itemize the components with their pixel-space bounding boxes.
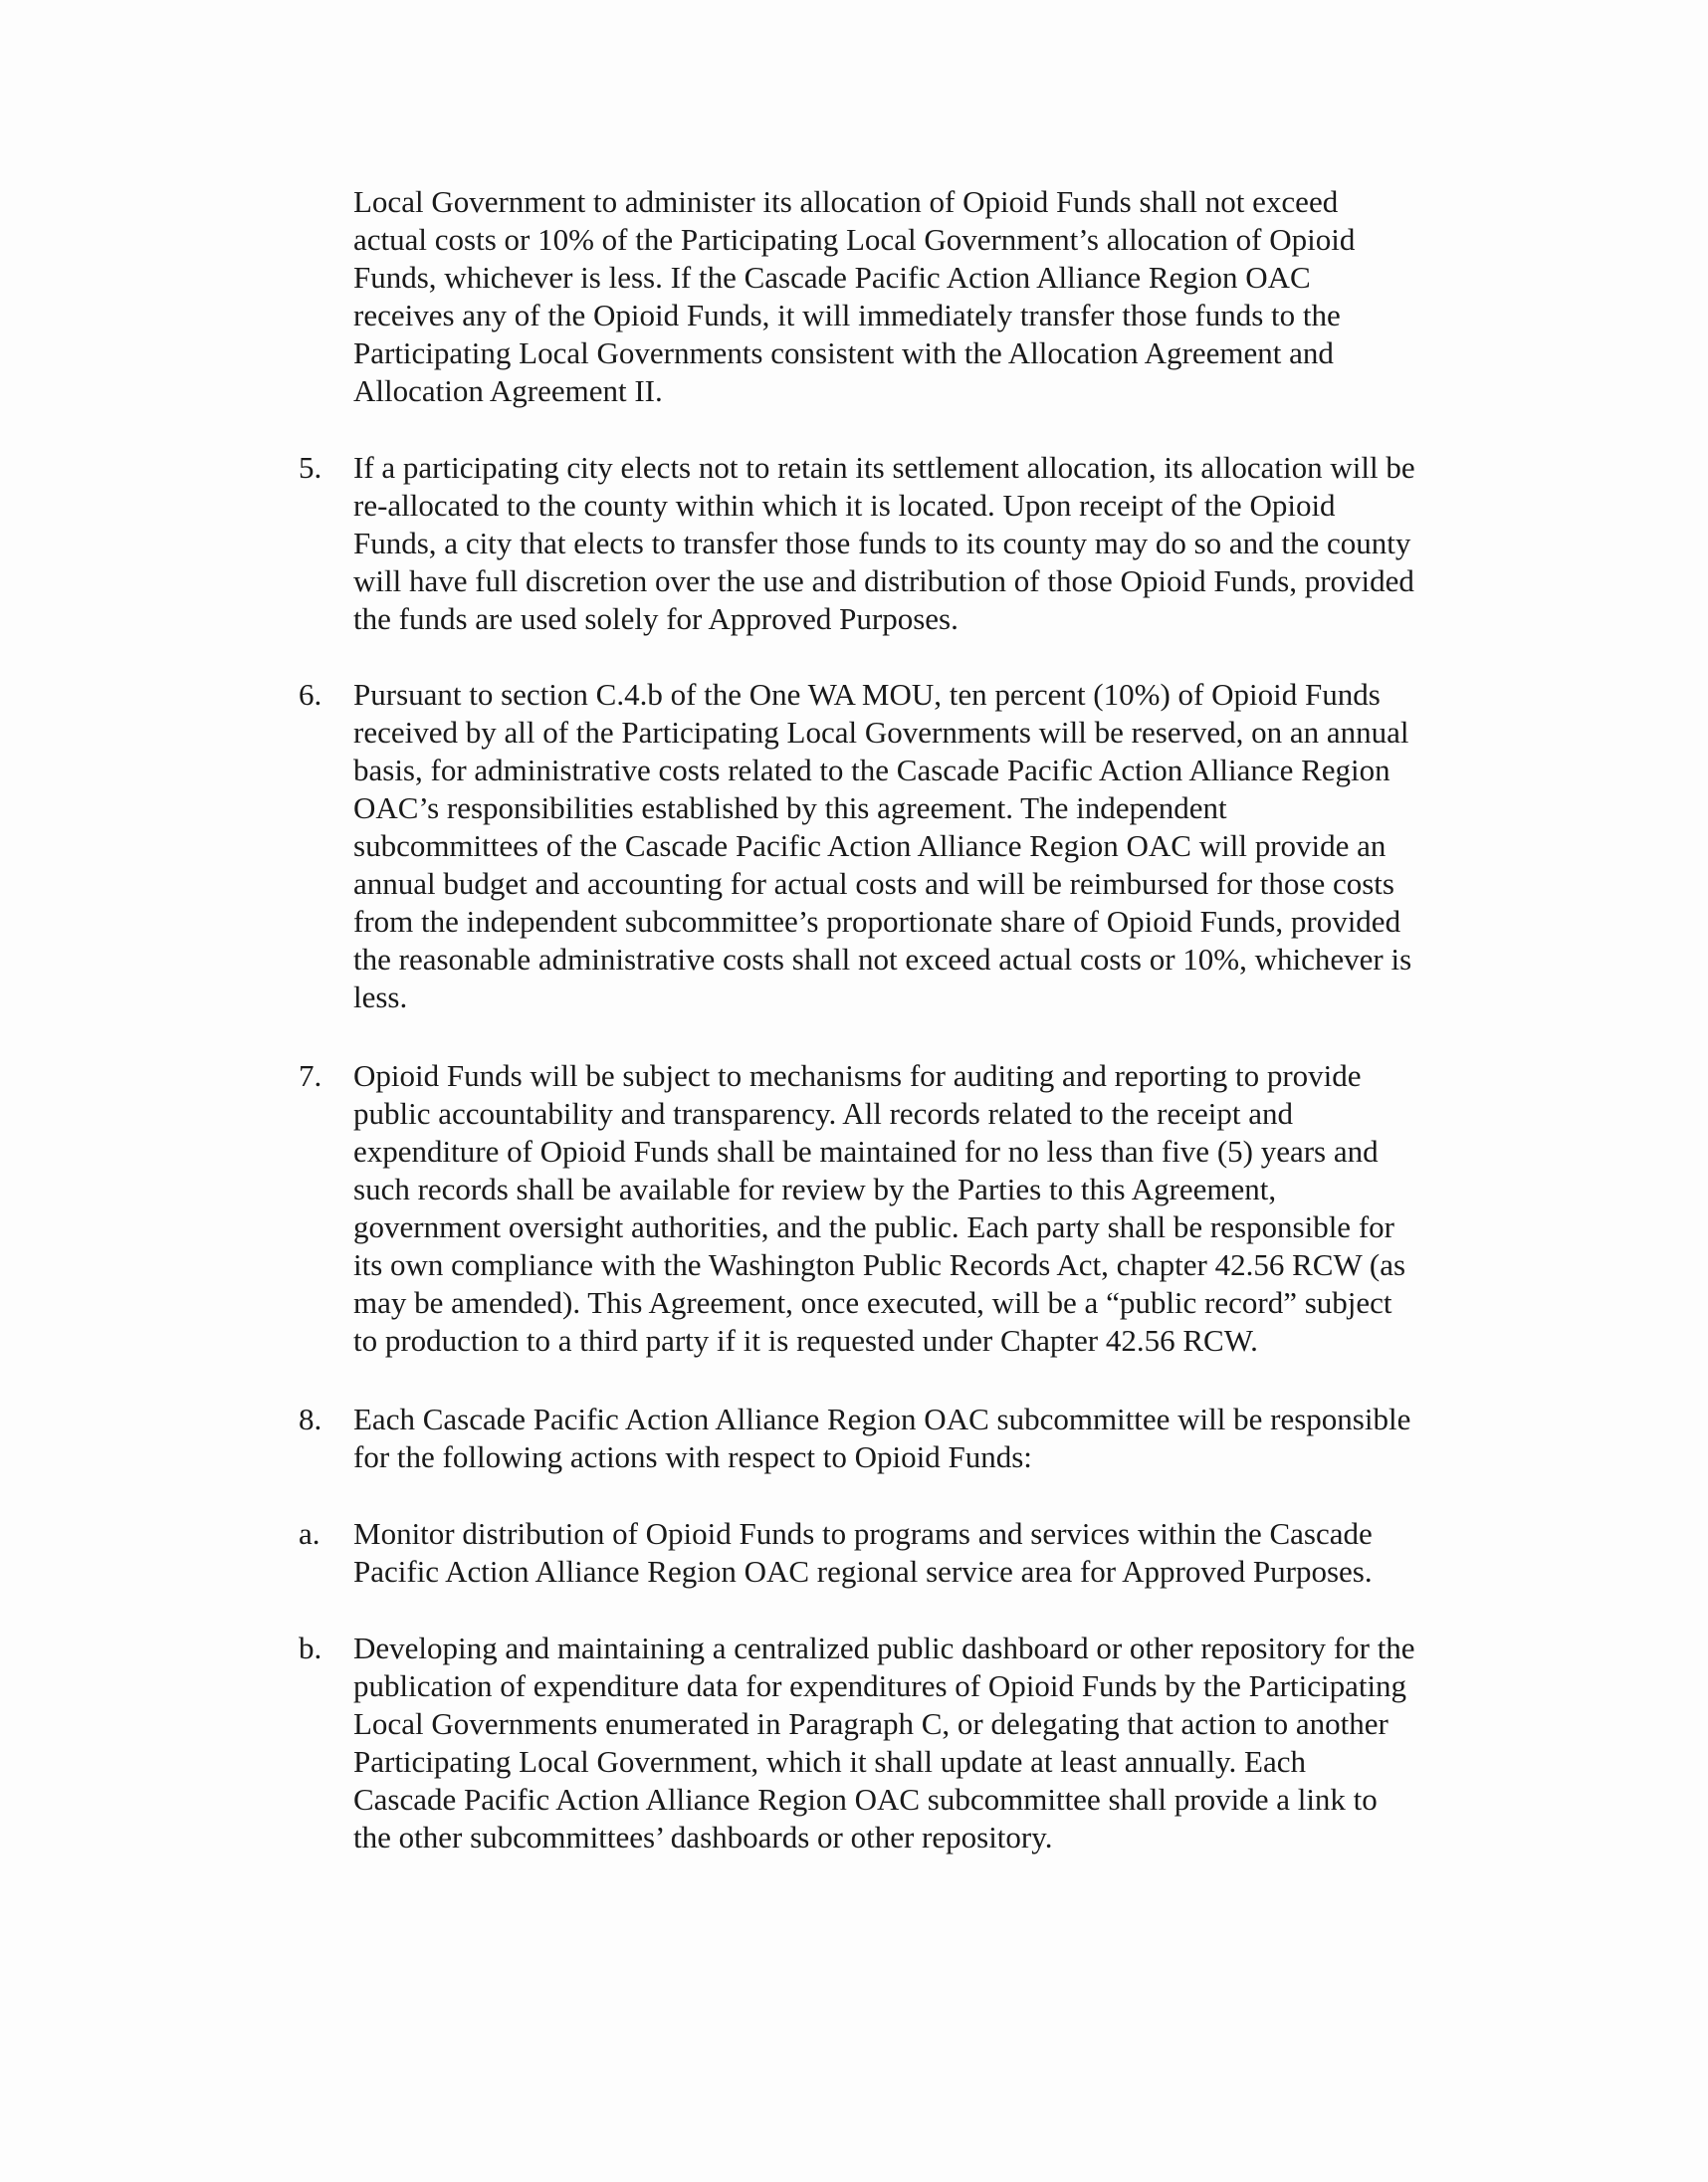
item-marker: a. xyxy=(299,1516,320,1551)
text-line: subcommittees of the Cascade Pacific Action Alliance Region OAC will provide an xyxy=(353,828,1387,863)
text-line: such records shall be available for review by the Parties to this Agreement, xyxy=(353,1172,1277,1206)
text-line: Monitor distribution of Opioid Funds to programs and services within the Cascade xyxy=(353,1516,1373,1551)
text-line: the reasonable administrative costs shall not exceed actual costs or 10%, whichever is xyxy=(353,942,1412,977)
text-line: Local Government to administer its allocation of Opioid Funds shall not exceed xyxy=(353,184,1339,219)
text-line: Developing and maintaining a centralized public dashboard or other repository for the xyxy=(353,1631,1415,1665)
text-line: public accountability and transparency. All records related to the receipt and xyxy=(353,1096,1293,1131)
text-line: If a participating city elects not to retain its settlement allocation, its allocation will be xyxy=(353,450,1415,485)
text-line: Pursuant to section C.4.b of the One WA MOU, ten percent (10%) of Opioid Funds xyxy=(353,677,1381,712)
text-line: basis, for administrative costs related to the Cascade Pacific Action Alliance Region xyxy=(353,753,1390,787)
text-line: the funds are used solely for Approved Purposes. xyxy=(353,601,959,636)
item-marker: 6. xyxy=(299,677,322,712)
text-line: government oversight authorities, and the public. Each party shall be responsible for xyxy=(353,1209,1394,1244)
text-line: annual budget and accounting for actual costs and will be reimbursed for those costs xyxy=(353,866,1394,901)
text-line: expenditure of Opioid Funds shall be maintained for no less than five (5) years and xyxy=(353,1134,1379,1169)
text-line: Funds, whichever is less. If the Cascade Pacific Action Alliance Region OAC xyxy=(353,260,1311,295)
item-body xyxy=(353,1401,1508,1476)
text-line: the other subcommittees’ dashboards or other repository. xyxy=(353,1820,1053,1855)
text-line: Pacific Action Alliance Region OAC regional service area for Approved Purposes. xyxy=(353,1554,1373,1589)
text-line: Each Cascade Pacific Action Alliance Region OAC subcommittee will be responsible xyxy=(353,1402,1411,1436)
item-body xyxy=(353,1630,1508,1856)
item-body xyxy=(353,449,1508,638)
item-marker: 7. xyxy=(299,1058,322,1093)
text-line: publication of expenditure data for expenditures of Opioid Funds by the Participating xyxy=(353,1668,1407,1703)
text-line: Participating Local Government, which it shall update at least annually. Each xyxy=(353,1744,1306,1779)
continuation-paragraph xyxy=(353,183,1508,410)
text-line: less. xyxy=(353,980,408,1014)
text-line: OAC’s responsibilities established by this agreement. The independent xyxy=(353,790,1227,825)
text-line: Allocation Agreement II. xyxy=(353,373,663,408)
text-line: actual costs or 10% of the Participating Local Government’s allocation of Opioid xyxy=(353,222,1356,257)
text-line: re-allocated to the county within which it is located. Upon receipt of the Opioid xyxy=(353,488,1336,523)
text-line: may be amended). This Agreement, once executed, will be a “public record” subject xyxy=(353,1285,1392,1320)
text-line: Funds, a city that elects to transfer those funds to its county may do so and the county xyxy=(353,526,1411,560)
text-line: receives any of the Opioid Funds, it will immediately transfer those funds to the xyxy=(353,298,1341,332)
text-line: from the independent subcommittee’s proportionate share of Opioid Funds, provided xyxy=(353,904,1401,939)
item-body xyxy=(353,1057,1508,1360)
text-line: Local Governments enumerated in Paragraph C, or delegating that action to another xyxy=(353,1706,1388,1741)
item-body xyxy=(353,676,1508,1016)
text-line: Opioid Funds will be subject to mechanisms for auditing and reporting to provide xyxy=(353,1058,1362,1093)
item-marker: 5. xyxy=(299,450,322,485)
text-line: received by all of the Participating Local Governments will be reserved, on an annual xyxy=(353,715,1409,750)
text-line: Participating Local Governments consistent with the Allocation Agreement and xyxy=(353,335,1334,370)
item-marker: b. xyxy=(299,1631,322,1665)
item-marker: 8. xyxy=(299,1402,322,1436)
text-line: to production to a third party if it is requested under Chapter 42.56 RCW. xyxy=(353,1323,1258,1358)
text-line: will have full discretion over the use and distribution of those Opioid Funds, provided xyxy=(353,563,1414,598)
text-line: its own compliance with the Washington Public Records Act, chapter 42.56 RCW (as xyxy=(353,1247,1406,1282)
text-line: for the following actions with respect to Opioid Funds: xyxy=(353,1439,1032,1474)
item-body xyxy=(353,1515,1508,1591)
text-line: Cascade Pacific Action Alliance Region OAC subcommittee shall provide a link to xyxy=(353,1782,1378,1817)
